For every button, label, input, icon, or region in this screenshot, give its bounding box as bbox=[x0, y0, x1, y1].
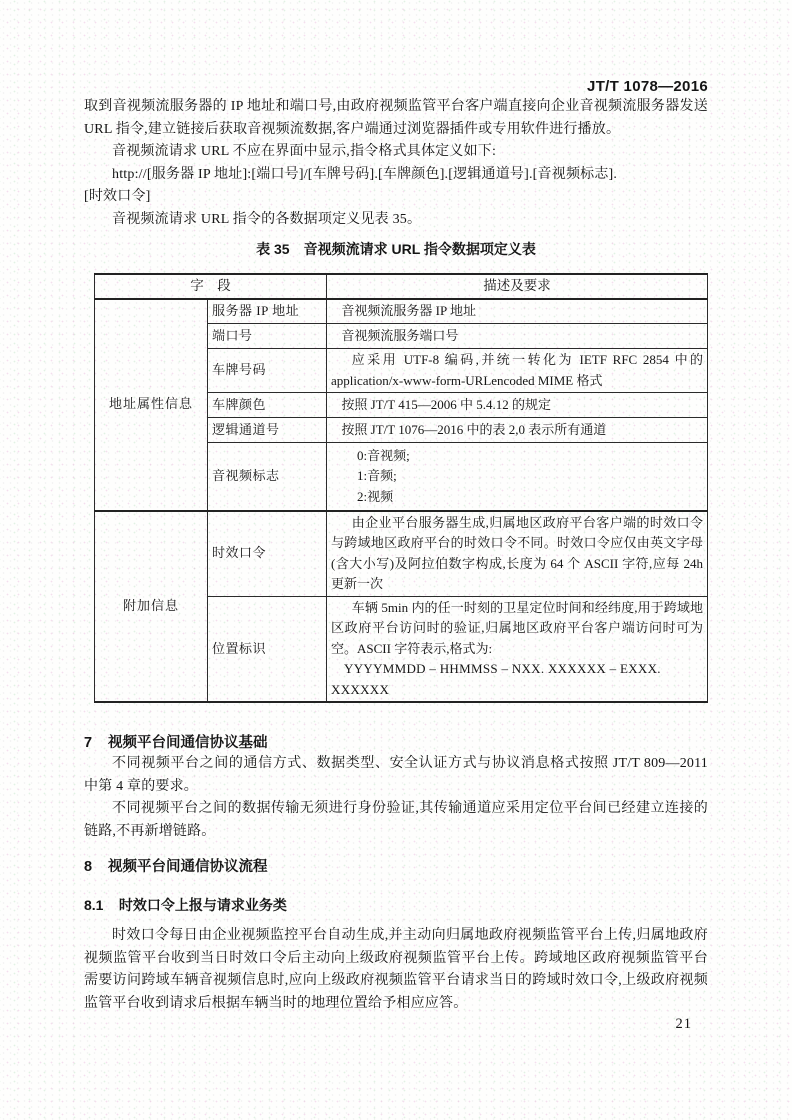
desc-cell: 由企业平台服务器生成,归属地区政府平台客户端的时效口令与跨域地区政府平台的时效口令不同。时效口令应仅由英文字母(含大小写)及阿拉伯数字构成,长度为 64 个 ASCII 字符,应每 24h 更新一次 bbox=[331, 514, 703, 591]
section-7-title: 视频平台间通信协议基础 bbox=[108, 735, 268, 751]
group-cell-additional-info: 附加信息 bbox=[95, 511, 208, 703]
desc-cell: 按照 JT/T 415—2006 中 5.4.12 的规定 bbox=[341, 396, 551, 412]
field-cell: 车牌号码 bbox=[208, 349, 327, 393]
desc-cell: 按照 JT/T 1076—2016 中的表 2,0 表示所有通道 bbox=[341, 421, 607, 437]
table-caption-label: 表 35 bbox=[256, 241, 290, 257]
section-8-1-heading bbox=[84, 895, 708, 915]
field-cell: 音视频标志 bbox=[208, 443, 327, 511]
field-cell: 时效口令 bbox=[208, 511, 327, 597]
section-7-paragraph-1: 不同视频平台之间的通信方式、数据类型、安全认证方式与协议消息格式按照 JT/T 809—2011 中第 4 章的要求。 bbox=[84, 756, 708, 794]
section-7-heading bbox=[84, 733, 708, 753]
section-7-number: 7 bbox=[84, 735, 93, 751]
section-8-title: 视频平台间通信协议流程 bbox=[108, 859, 268, 875]
table-header-field: 字 段 bbox=[95, 274, 327, 299]
intro-paragraph-3: 音视频流请求 URL 指令的各数据项定义见表 35。 bbox=[112, 211, 422, 227]
desc-cell: 音视频流服务端口号 bbox=[341, 327, 459, 343]
table-caption-title: 音视频流请求 URL 指令数据项定义表 bbox=[303, 241, 536, 257]
location-format-string: YYYYMMDD – HHMMSS – NXX. XXXXXX – EXXX. XXXXXX bbox=[331, 661, 661, 697]
url-format-line-1: http://[服务器 IP 地址]:[端口号]/[车牌号码].[车牌颜色].[逻辑通道号].[音视频标志]. bbox=[112, 166, 618, 182]
section-8-heading bbox=[84, 857, 708, 877]
intro-paragraph-2: 音视频流请求 URL 不应在界面中显示,指令格式具体定义如下: bbox=[112, 144, 497, 159]
av-flag-option-2: 2:视频 bbox=[357, 488, 394, 504]
section-7-paragraph-2: 不同视频平台之间的数据传输无须进行身份验证,其传输通道应采用定位平台间已经建立连接的链路,不再新增链路。 bbox=[84, 801, 708, 839]
table-header-row bbox=[95, 274, 708, 299]
table-row-time-password bbox=[95, 511, 708, 597]
table-35 bbox=[94, 273, 708, 703]
desc-cell: 车辆 5min 内的任一时刻的卫星定位时间和经纬度,用于跨域地区政府平台访问时的验证,归属地区政府平台客户端访问时可为空。ASCII 字符表示,格式为: bbox=[331, 599, 703, 656]
page-number: 21 bbox=[675, 1016, 692, 1032]
desc-cell: 应采用 UTF-8 编码,并统一转化为 IETF RFC 2854 中的 application/x-www-form-URLencoded MIME 格式 bbox=[331, 352, 703, 388]
field-cell: 端口号 bbox=[208, 324, 327, 349]
section-8-number: 8 bbox=[84, 859, 93, 875]
intro-paragraph-1: 取到音视频流服务器的 IP 地址和端口号,由政府视频监管平台客户端直接向企业音视频流服务器发送 URL 指令,建立链接后获取音视频流数据,客户端通过浏览器插件或专用软件进行播放。 bbox=[84, 99, 708, 137]
section-8-1-title: 时效口令上报与请求业务类 bbox=[118, 897, 287, 913]
section-8-1-paragraph: 时效口令每日由企业视频监控平台自动生成,并主动向归属地政府视频监管平台上传,归属地政府视频监管平台收到当日时效口令后主动向上级政府视频监管平台上传。跨域地区政府视频监管平台需要访问跨域车辆音视频信息时,应向上级政府视频监管平台请求当日的跨域时效口令,上级政府视频监管平台收到请求后根据车辆当时的地理位置给予相应应答。 bbox=[84, 928, 708, 1011]
field-cell: 逻辑通道号 bbox=[208, 418, 327, 443]
document-code-header: JT/T 1078—2016 bbox=[587, 78, 708, 95]
section-8-1-number: 8.1 bbox=[84, 897, 104, 913]
field-cell: 车牌颜色 bbox=[208, 393, 327, 418]
field-cell: 服务器 IP 地址 bbox=[208, 299, 327, 324]
table-row-server-ip bbox=[95, 299, 708, 324]
desc-cell: 音视频流服务器 IP 地址 bbox=[341, 303, 476, 318]
table-caption bbox=[84, 240, 708, 259]
field-cell: 位置标识 bbox=[208, 596, 327, 702]
url-format-line-2: [时效口令] bbox=[84, 189, 151, 204]
group-cell-address-info: 地址属性信息 bbox=[95, 299, 208, 511]
page-content bbox=[84, 0, 708, 1015]
av-flag-option-1: 1:音频; bbox=[357, 468, 397, 483]
table-header-desc: 描述及要求 bbox=[327, 274, 708, 299]
av-flag-option-0: 0:音视频; bbox=[357, 447, 410, 463]
